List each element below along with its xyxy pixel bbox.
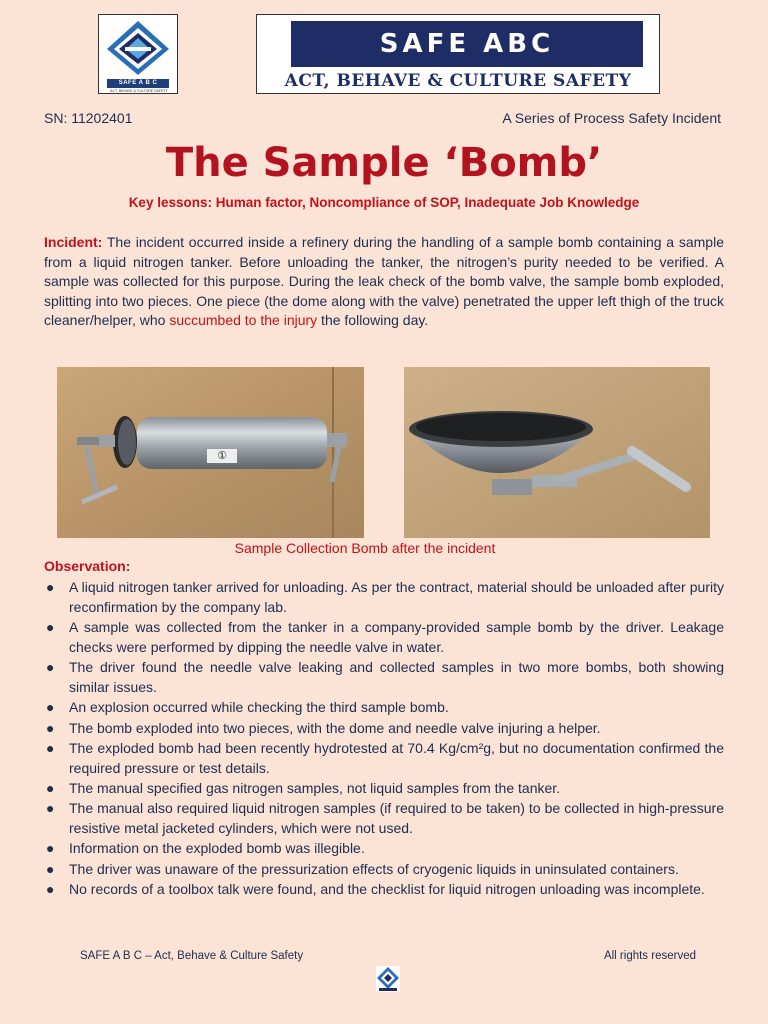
observation-item: ● The exploded bomb had been recently hydrotested at 70.4 Kg/cm²g, but no documentation confirmed the required pressure or test details. [46, 739, 724, 776]
banner-tagline: ACT, BEHAVE & CULTURE SAFETY [284, 71, 632, 91]
incident-text: The incident occurred inside a refinery during the handling of a sample bomb containing a sample from a liquid nitrogen tanker. Before unloading the tanker, the nitrogen’s purity needed to be verified. A sample was collected for this purpose. During the leak check of the bomb valve, the sample bomb exploded, splitting into two pieces. One piece (the dome along with the valve) penetrated the upper left thigh of the truck cleaner/helper, who [44, 234, 724, 328]
bullet-icon: ● [46, 739, 55, 756]
banner-title: SAFE ABC [291, 21, 643, 67]
footer-rights: All rights reserved [603, 950, 696, 962]
observation-item: ● The manual specified gas nitrogen samples, not liquid samples from the tanker. [44, 779, 724, 799]
bullet-icon: ● [46, 719, 55, 736]
observation-list [44, 578, 724, 900]
bullet-icon: ● [46, 779, 55, 796]
brand-banner [256, 14, 660, 94]
observation-item: ● An explosion occurred while checking the third sample bomb. [44, 698, 724, 718]
logo-subtitle: ACT, BEHAVE & CULTURE SAFETY [110, 89, 168, 93]
bullet-icon: ● [46, 659, 55, 676]
incident-label: Incident: [44, 234, 103, 250]
observation-item: ● The driver was unaware of the pressurization effects of cryogenic liquids in uninsulated containers. [44, 860, 724, 880]
observation-item: ● The bomb exploded into two pieces, with the dome and needle valve injuring a helper. [44, 719, 724, 739]
safe-abc-emblem-icon [105, 19, 171, 77]
photo-sample-bomb [57, 367, 364, 538]
bullet-icon: ● [46, 840, 55, 857]
photo-caption: Sample Collection Bomb after the incident [234, 540, 496, 556]
serial-number: SN: 11202401 [44, 110, 133, 126]
bomb-tag-number: ① [217, 450, 227, 462]
observation-item: ● The manual also required liquid nitrogen samples (if required to be taken) to be collected in high-pressure resistive metal jacketed cylinders, which were not used. [46, 800, 724, 837]
logo-caption: SAFE A B C [107, 79, 169, 88]
incident-paragraph [44, 233, 724, 331]
observation-item: ● The driver found the needle valve leaking and collected samples in two more bombs, both showing similar issues. [46, 659, 724, 695]
photo-exploded-dome [404, 367, 710, 538]
footer-logo-icon [376, 966, 400, 992]
incident-highlight: succumbed to the injury [169, 312, 318, 328]
page-title: The Sample ‘Bomb’ [165, 140, 603, 186]
observation-heading: Observation: [44, 558, 131, 574]
bullet-icon: ● [46, 880, 55, 897]
incident-text-end: the following day. [317, 312, 429, 328]
bullet-icon: ● [46, 699, 55, 716]
observation-item: ● No records of a toolbox talk were found, and the checklist for liquid nitrogen unloading was incomplete. [44, 880, 724, 900]
bullet-icon: ● [46, 579, 55, 595]
bullet-icon: ● [46, 860, 55, 877]
observation-item: ● A sample was collected from the tanker in a company-provided sample bomb by the driver. Leakage checks were performed by dipping the needle valve in water. [46, 619, 724, 655]
series-label: A Series of Process Safety Incident [502, 110, 721, 126]
bullet-icon: ● [46, 800, 55, 817]
bullet-icon: ● [46, 619, 55, 636]
observation-item: ● Information on the exploded bomb was illegible. [44, 839, 724, 859]
footer-company: SAFE A B C – Act, Behave & Culture Safety [80, 950, 304, 962]
observation-item: ● A liquid nitrogen tanker arrived for unloading. As per the contract, material should be unloaded after purity reconfirmation by the company lab. [46, 579, 724, 615]
key-lessons: Key lessons: Human factor, Noncompliance of SOP, Inadequate Job Knowledge [128, 195, 640, 210]
company-logo [98, 14, 178, 94]
